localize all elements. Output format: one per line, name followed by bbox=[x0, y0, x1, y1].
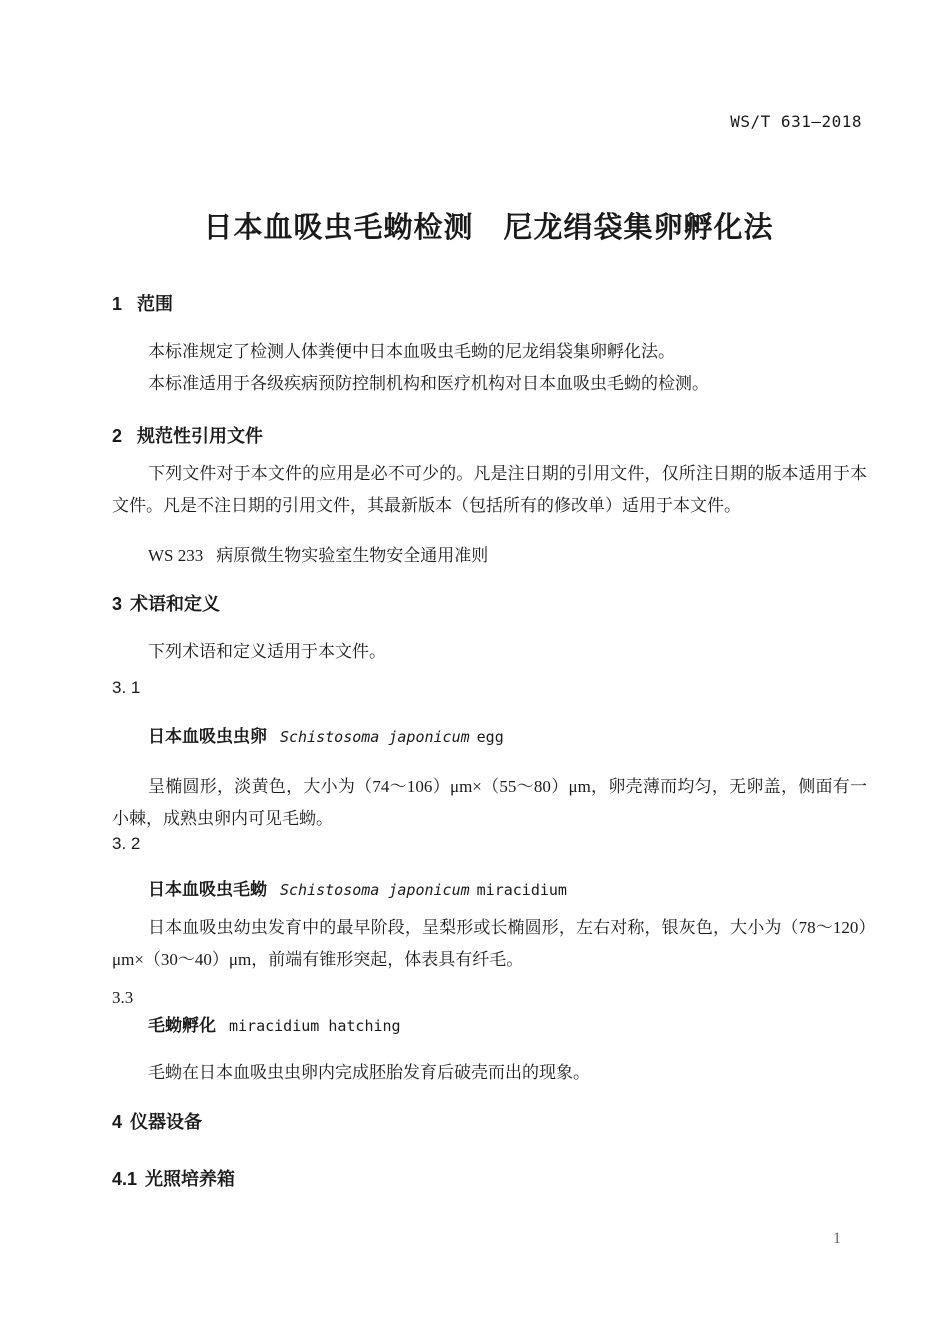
section-4-1-title: 光照培养箱 bbox=[145, 1169, 236, 1189]
term-3-3-latin: miracidium hatching bbox=[229, 1017, 401, 1035]
standard-number: WS/T 631—2018 bbox=[730, 112, 862, 131]
term-3-3-chinese: 毛蚴孵化 bbox=[148, 1016, 216, 1035]
term-3-3-definition: 毛蚴在日本血吸虫虫卵内完成胚胎发育后破壳而出的现象。 bbox=[148, 1063, 590, 1082]
section-3-intro: 下列术语和定义适用于本文件。 bbox=[148, 642, 386, 661]
section-4-number: 4 bbox=[112, 1112, 123, 1132]
term-3-1-chinese: 日本血吸虫虫卵 bbox=[148, 727, 267, 746]
term-3-2-title bbox=[148, 875, 567, 900]
section-4-1-number: 4.1 bbox=[112, 1169, 138, 1189]
term-3-1-latin: egg bbox=[476, 728, 504, 746]
term-3-3-title bbox=[148, 1011, 401, 1036]
term-3-3-label: 3.3 bbox=[112, 988, 134, 1007]
term-3-2-latin: miracidium bbox=[476, 881, 567, 899]
term-3-2-latin-italic: Schistosoma japonicum bbox=[280, 881, 470, 899]
section-3-heading bbox=[112, 590, 220, 616]
normative-reference bbox=[112, 540, 865, 572]
term-3-2-label: 3. 2 bbox=[112, 834, 141, 853]
section-1-number: 1 bbox=[112, 294, 123, 314]
term-3-1-label: 3. 1 bbox=[112, 678, 141, 697]
term-3-1-latin-italic: Schistosoma japonicum bbox=[280, 728, 470, 746]
section-3-number: 3 bbox=[112, 594, 123, 614]
section-3-title: 术语和定义 bbox=[130, 594, 221, 614]
term-3-1-title bbox=[148, 722, 504, 747]
term-3-2-definition: 日本血吸虫幼虫发育中的最早阶段，呈梨形或长椭圆形，左右对称，银灰色，大小为（78～120）μm×（30～40）μm，前端有锥形突起，体表具有纤毛。 bbox=[112, 918, 867, 969]
section-2-heading bbox=[112, 422, 263, 448]
section-1-paragraph-2: 本标准适用于各级疾病预防控制机构和医疗机构对日本血吸虫毛蚴的检测。 bbox=[148, 374, 709, 393]
document-title: 日本血吸虫毛蚴检测 尼龙绢袋集卵孵化法 bbox=[203, 212, 774, 244]
page-number: 1 bbox=[833, 1230, 841, 1247]
section-1-paragraph-1: 本标准规定了检测人体粪便中日本血吸虫毛蚴的尼龙绢袋集卵孵化法。 bbox=[148, 342, 675, 361]
section-2-paragraph: 下列文件对于本文件的应用是必不可少的。凡是注日期的引用文件，仅所注日期的版本适用于本文件。凡是不注日期的引用文件，其最新版本（包括所有的修改单）适用于本文件。 bbox=[112, 464, 867, 515]
section-4-title: 仪器设备 bbox=[130, 1112, 203, 1132]
section-2-number: 2 bbox=[112, 426, 123, 446]
term-3-1-definition: 呈椭圆形，淡黄色，大小为（74～106）μm×（55～80）μm，卵壳薄而均匀，无卵盖，侧面有一小棘，成熟虫卵内可见毛蚴。 bbox=[112, 777, 867, 828]
reference-code: WS 233 bbox=[148, 546, 204, 565]
reference-name: 病原微生物实验室生物安全通用准则 bbox=[216, 546, 489, 565]
term-3-2-chinese: 日本血吸虫毛蚴 bbox=[148, 880, 267, 899]
section-1-title: 范围 bbox=[137, 294, 174, 314]
section-1-heading bbox=[112, 290, 173, 316]
section-4-heading bbox=[112, 1108, 202, 1134]
section-4-1-heading bbox=[112, 1165, 235, 1191]
section-2-title: 规范性引用文件 bbox=[137, 426, 264, 446]
